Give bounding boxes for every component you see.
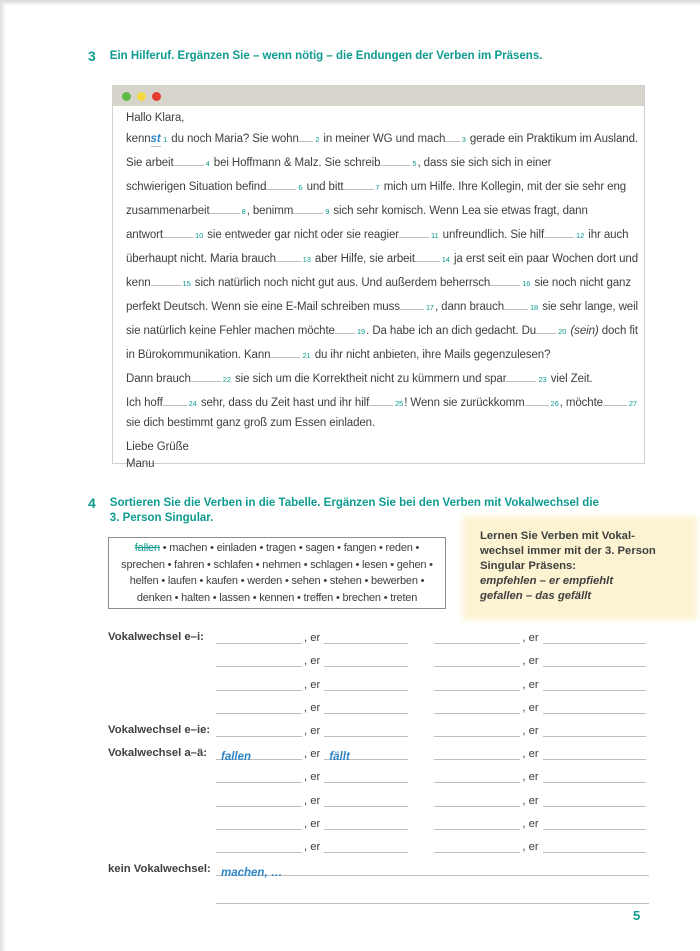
- table-blank-infinitive[interactable]: [434, 817, 520, 830]
- table-blank-third-person[interactable]: [543, 770, 646, 783]
- answer-blank[interactable]: [163, 393, 187, 406]
- table-blank-third-person[interactable]: [324, 631, 408, 644]
- letter-line: überhaupt nicht. Maria brauch 13 aber Hilfe, sie arbeit 14 ja erst seit ein paar Wochen dort und: [126, 249, 638, 273]
- note-line: Singular Präsens:: [480, 560, 577, 572]
- letter-text: schwierigen Situation befind: [126, 181, 267, 193]
- letter-text: sie entweder gar nicht oder sie reagier: [204, 229, 399, 241]
- letter-text: ihr auch: [585, 229, 629, 241]
- table-row: [108, 621, 649, 644]
- table-section-label: Vokalwechsel e–ie:: [108, 723, 211, 736]
- letter-text: sie sich um die Korrektheit nicht zu kümmern und spar: [231, 373, 507, 385]
- letter-line: in Bürokommunikation. Kann 21 du ihr nicht anbieten, ihre Mails gegenzulesen?: [126, 345, 638, 369]
- letter-line: kenn st 1 du noch Maria? Sie wohn 2 in meiner WG und mach 3 gerade ein Praktikum im Ausland.: [126, 129, 638, 153]
- table-long-blank[interactable]: [216, 863, 649, 880]
- answer-blank[interactable]: [506, 369, 536, 382]
- handwritten-answer: machen, …: [221, 867, 283, 880]
- table-entry-group: [216, 724, 408, 737]
- table-blank-third-person[interactable]: [543, 747, 646, 760]
- letter-text: in Bürokommunikation. Kann: [126, 349, 271, 361]
- letter-text: sich natürlich noch nicht gut aus. Und außerdem beherrsch: [191, 277, 491, 289]
- exercise3-heading: [88, 49, 542, 64]
- table-row: [108, 853, 649, 880]
- table-blank-infinitive[interactable]: [216, 678, 302, 691]
- answer-blank[interactable]: [344, 177, 374, 190]
- letter-text: mich um Hilfe. Ihre Kollegin, mit der sie sehr eng: [380, 181, 627, 193]
- letter-text: kenn: [126, 277, 151, 289]
- letter-text: Manu: [126, 458, 155, 470]
- letter-text: kenn: [126, 133, 151, 145]
- table-blank-infinitive[interactable]: [434, 840, 520, 853]
- table-blank-infinitive[interactable]: [434, 654, 520, 667]
- table-blank-third-person[interactable]: [543, 654, 646, 667]
- letter-text: sie noch nicht ganz: [531, 277, 631, 289]
- word-box-word: lesen: [362, 558, 388, 571]
- word-box-word: kaufen: [206, 575, 238, 587]
- handwritten-answer: fallen: [221, 751, 252, 764]
- bullet-separator-icon: •: [249, 591, 260, 604]
- table-entry-group: [434, 747, 645, 760]
- answer-blank[interactable]: [270, 345, 300, 358]
- table-entry-group: [216, 654, 408, 667]
- word-box-word: brechen: [342, 591, 381, 604]
- letter-text: sehr, dass du Zeit hast und ihr hilf: [197, 397, 370, 409]
- letter-line: Dann brauch 22 sie sich um die Korrektheit nicht zu kümmern und spar 23 viel Zeit.: [126, 369, 638, 393]
- letter-text: doch fit: [598, 325, 638, 337]
- table-blank-third-person[interactable]: [324, 840, 408, 853]
- letter-text: und bitt: [303, 181, 344, 193]
- note-line: wechsel immer mit der 3. Person: [480, 545, 656, 557]
- bullet-separator-icon: •: [320, 575, 330, 587]
- note-line: Lernen Sie Verben mit Vokal-: [480, 530, 635, 542]
- table-blank-third-person[interactable]: [543, 701, 646, 714]
- table-blank-third-person[interactable]: [543, 631, 646, 644]
- er-label: , er: [304, 678, 321, 691]
- word-box-word: halten: [181, 591, 210, 604]
- word-box-word: nehmen: [262, 558, 301, 571]
- table-blank-third-person[interactable]: [324, 654, 408, 667]
- table-row: [108, 644, 649, 667]
- table-blank-third-person[interactable]: [324, 724, 408, 737]
- page-edge-shadow-top: [0, 0, 700, 6]
- answer-blank[interactable]: [380, 153, 410, 166]
- bullet-separator-icon: •: [387, 558, 397, 571]
- bullet-separator-icon: •: [352, 558, 363, 571]
- table-blank-third-person[interactable]: [543, 724, 646, 737]
- bullet-separator-icon: •: [294, 591, 304, 604]
- window-dot-red-icon: [152, 92, 161, 101]
- exercise3-number: 3: [88, 48, 96, 64]
- note-example-line: empfehlen – er empfiehlt: [480, 575, 614, 587]
- table-entry-group: [216, 794, 408, 807]
- er-label: , er: [304, 701, 321, 714]
- word-box-word: treten: [390, 591, 418, 604]
- answer-blank[interactable]: [399, 225, 429, 238]
- table-entry-group: [216, 770, 408, 783]
- table-row: [108, 714, 649, 737]
- answer-blank[interactable]: [293, 201, 323, 214]
- word-box-word: fallen: [134, 542, 160, 554]
- letter-line: perfekt Deutsch. Wenn sie eine E-Mail schreiben muss 17 , dann brauch 18 sie sehr lange, weil: [126, 297, 638, 321]
- table-blank-infinitive[interactable]: [216, 770, 302, 783]
- table-row: [108, 760, 649, 783]
- table-entry-group: [434, 701, 645, 714]
- letter-text: gerade ein Praktikum im Ausland.: [466, 133, 638, 145]
- letter-line: [126, 441, 638, 458]
- word-box-line: [109, 590, 445, 607]
- letter-text: viel Zeit.: [547, 373, 593, 385]
- window-dot-green-icon: [122, 92, 131, 101]
- word-box: [108, 537, 446, 609]
- er-label: , er: [522, 632, 539, 645]
- letter-text: antwort: [126, 229, 164, 241]
- letter-line: kenn 15 sich natürlich noch nicht gut aus. Und außerdem beherrsch 16 sie noch nicht ganz: [126, 273, 638, 297]
- table-blank-third-person[interactable]: [324, 770, 408, 783]
- letter-text: du ihr nicht anbieten, ihre Mails gegenzulesen?: [311, 349, 551, 361]
- table-blank-third-person[interactable]: [324, 817, 408, 830]
- er-label: , er: [522, 794, 539, 807]
- answer-blank[interactable]: [191, 369, 221, 382]
- answer-blank[interactable]: [151, 273, 181, 286]
- answer-blank[interactable]: [335, 321, 355, 334]
- er-label: , er: [522, 655, 539, 668]
- table-blank-infinitive[interactable]: [434, 794, 520, 807]
- word-box-line: [109, 573, 445, 590]
- bullet-separator-icon: •: [204, 558, 214, 571]
- bullet-separator-icon: •: [361, 575, 372, 587]
- letter-text: . Da habe ich an dich gedacht. Du: [366, 325, 537, 337]
- table-blank-infinitive[interactable]: [216, 817, 302, 830]
- bullet-separator-icon: •: [159, 542, 170, 554]
- table-entry-group: [434, 794, 645, 807]
- letter-text: zusammenarbeit: [126, 205, 210, 217]
- answer-blank[interactable]: [415, 249, 440, 262]
- letter-text: sie dich bestimmt ganz groß zum Essen einladen.: [126, 417, 376, 429]
- letter-line: [126, 417, 638, 441]
- table-blank-third-person[interactable]: [543, 840, 646, 853]
- letter-window: [112, 85, 645, 470]
- answer-blank[interactable]: [603, 393, 627, 406]
- bullet-separator-icon: •: [252, 558, 263, 571]
- letter-text: sich sehr komisch. Wenn Lea sie etwas fragt, dann: [330, 205, 588, 217]
- bullet-separator-icon: •: [171, 591, 182, 604]
- table-entry-group: [434, 631, 645, 644]
- er-label: , er: [304, 632, 321, 645]
- table-blank-infinitive[interactable]: [216, 794, 302, 807]
- sort-table: [108, 621, 649, 904]
- table-blank-third-person[interactable]: [543, 794, 646, 807]
- table-blank-third-person[interactable]: [543, 678, 646, 691]
- table-entry-group: [434, 678, 645, 691]
- table-section-label: Vokalwechsel a–ä:: [108, 747, 208, 760]
- er-label: , er: [522, 840, 539, 853]
- table-blank-infinitive[interactable]: [216, 631, 302, 644]
- table-row: [108, 807, 649, 830]
- answer-blank[interactable]: [151, 133, 162, 147]
- word-box-word: werden: [247, 575, 283, 587]
- table-blank-third-person[interactable]: [324, 747, 408, 764]
- bullet-separator-icon: •: [237, 575, 248, 587]
- er-label: , er: [522, 724, 539, 737]
- word-box-word: treffen: [303, 591, 334, 604]
- letter-line: sie natürlich keine Fehler machen möchte 19 . Da habe ich an dich gedacht. Du 20 (sein) doch fit: [126, 321, 638, 345]
- table-row: [108, 691, 649, 714]
- exercise3-title: Ein Hilferuf. Ergänzen Sie – wenn nötig – die Endungen der Verben im Präsens.: [109, 50, 543, 62]
- word-box-word: sprechen: [121, 558, 165, 571]
- answer-blank[interactable]: [536, 321, 556, 334]
- bullet-separator-icon: •: [209, 591, 220, 604]
- window-dot-yellow-icon: [137, 92, 146, 101]
- bullet-separator-icon: •: [164, 558, 175, 571]
- letter-text: ja erst seit ein paar Wochen dort und: [450, 253, 638, 265]
- word-box-word: laufen: [167, 575, 197, 587]
- letter-text: , möchte: [559, 397, 603, 409]
- letter-text: , benimm: [246, 205, 294, 217]
- table-entry-group: [216, 817, 408, 830]
- bullet-separator-icon: •: [295, 542, 306, 554]
- answer-blank[interactable]: [163, 225, 193, 238]
- letter-text: bei Hoffmann & Malz. Sie schreib: [210, 157, 381, 169]
- letter-text: Sie arbeit: [126, 157, 174, 169]
- bullet-separator-icon: •: [417, 575, 425, 587]
- bullet-separator-icon: •: [196, 575, 207, 587]
- letter-text: , dass sie sich sich in einer: [417, 157, 552, 169]
- window-titlebar: [113, 86, 644, 106]
- letter-italic-hint: (sein): [570, 325, 599, 337]
- bullet-separator-icon: •: [426, 558, 433, 571]
- table-row: [108, 783, 649, 806]
- word-box-word: sehen: [291, 575, 321, 587]
- er-label: , er: [304, 771, 321, 784]
- page-number: 5: [633, 908, 641, 923]
- bullet-separator-icon: •: [334, 542, 344, 554]
- answer-blank[interactable]: [544, 225, 574, 238]
- letter-text: ! Wenn sie zurückkomm: [404, 397, 525, 409]
- letter-line: [126, 458, 638, 475]
- er-label: , er: [304, 724, 321, 737]
- word-box-word: bewerben: [371, 575, 418, 587]
- bullet-separator-icon: •: [282, 575, 292, 587]
- handwritten-answer: st: [150, 133, 161, 145]
- answer-blank[interactable]: [445, 129, 459, 142]
- table-blank-third-person[interactable]: [324, 678, 408, 691]
- table-blank-third-person[interactable]: [324, 794, 408, 807]
- table-blank-infinitive[interactable]: [434, 747, 520, 760]
- bullet-separator-icon: •: [300, 558, 311, 571]
- letter-text: perfekt Deutsch. Wenn sie eine E-Mail schreiben muss: [126, 301, 400, 313]
- letter-line: antwort 10 sie entweder gar nicht oder sie reagier 11 unfreundlich. Sie hilf 12 ihr auch: [126, 225, 638, 249]
- exercise4-number: 4: [88, 495, 96, 511]
- exercise4-title-line: Sortieren Sie die Verben in die Tabelle. Ergänzen Sie bei den Verben mit Vokalwechsel die: [109, 497, 599, 509]
- er-label: , er: [522, 771, 539, 784]
- letter-text: , dann brauch: [434, 301, 505, 313]
- table-blank-infinitive[interactable]: [216, 724, 302, 737]
- letter-text: Dann brauch: [126, 373, 191, 385]
- word-box-word: fahren: [174, 558, 205, 571]
- word-box-word: tragen: [265, 542, 296, 554]
- tip-note-box: [468, 521, 692, 615]
- letter-text: sie sehr lange, weil: [539, 301, 638, 313]
- bullet-separator-icon: •: [333, 591, 343, 604]
- table-row: [108, 667, 649, 690]
- letter-text: überhaupt nicht. Maria brauch: [126, 253, 276, 265]
- letter-text: Ich hoff: [126, 397, 163, 409]
- word-box-word: einladen: [216, 542, 257, 554]
- word-box-word: denken: [136, 591, 172, 604]
- bullet-separator-icon: •: [207, 542, 217, 554]
- bullet-separator-icon: •: [380, 591, 391, 604]
- table-row: [108, 737, 649, 764]
- handwritten-answer: fällt: [329, 751, 350, 764]
- er-label: , er: [522, 748, 539, 761]
- table-blank-infinitive[interactable]: [434, 701, 520, 714]
- page-edge-shadow-left: [0, 0, 6, 951]
- answer-blank[interactable]: [504, 297, 528, 310]
- letter-text: in meiner WG und mach: [320, 133, 446, 145]
- er-label: , er: [522, 701, 539, 714]
- word-box-word: fangen: [343, 542, 377, 554]
- table-blank-infinitive[interactable]: [434, 678, 520, 691]
- er-label: , er: [304, 794, 321, 807]
- table-entry-group: [434, 840, 645, 853]
- letter-body: [113, 106, 644, 475]
- answer-blank[interactable]: [400, 297, 424, 310]
- word-box-word: reden: [385, 542, 413, 554]
- letter-text: du noch Maria? Sie wohn: [168, 133, 299, 145]
- table-blank-infinitive[interactable]: [216, 747, 302, 764]
- table-blank-infinitive[interactable]: [434, 724, 520, 737]
- letter-line: [126, 112, 638, 129]
- note-example-line: gefallen – das gefällt: [480, 590, 592, 602]
- letter-text: Liebe Grüße: [126, 441, 189, 453]
- table-blank-infinitive[interactable]: [216, 840, 302, 853]
- answer-blank[interactable]: [525, 393, 549, 406]
- letter-line: Sie arbeit 4 bei Hoffmann & Malz. Sie schreib 5 , dass sie sich sich in einer: [126, 153, 638, 177]
- word-box-word: machen: [169, 542, 208, 554]
- word-box-word: gehen: [396, 558, 427, 571]
- table-row: [108, 830, 649, 853]
- table-entry-group: [216, 840, 408, 853]
- table-entry-group: [434, 817, 645, 830]
- answer-blank[interactable]: [266, 177, 296, 190]
- letter-text: sie natürlich keine Fehler machen möchte: [126, 325, 335, 337]
- table-blank-infinitive[interactable]: [434, 631, 520, 644]
- table-blank-infinitive[interactable]: [216, 654, 302, 667]
- letter-line: zusammenarbeit 8 , benimm 9 sich sehr komisch. Wenn Lea sie etwas fragt, dann: [126, 201, 638, 225]
- exercise4-title-line: 3. Person Singular.: [109, 512, 214, 524]
- letter-text: Hallo Klara,: [126, 112, 185, 124]
- table-entry-group: [434, 654, 645, 667]
- answer-blank[interactable]: [174, 153, 204, 166]
- word-box-word: lassen: [219, 591, 250, 604]
- letter-text: aber Hilfe, sie arbeit: [311, 253, 415, 265]
- letter-line: schwierigen Situation befind 6 und bitt 7 mich um Hilfe. Ihre Kollegin, mit der sie sehr eng: [126, 177, 638, 201]
- answer-blank[interactable]: [276, 249, 301, 262]
- table-blank-third-person[interactable]: [543, 817, 646, 830]
- word-box-word: sagen: [305, 542, 335, 554]
- word-box-word: schlafen: [213, 558, 253, 571]
- word-box-word: schlagen: [310, 558, 353, 571]
- letter-text: unfreundlich. Sie hilf: [439, 229, 545, 241]
- er-label: , er: [304, 748, 321, 761]
- er-label: , er: [522, 678, 539, 691]
- answer-blank[interactable]: [210, 201, 240, 214]
- bullet-separator-icon: •: [256, 542, 266, 554]
- answer-blank[interactable]: [490, 273, 520, 286]
- answer-blank[interactable]: [299, 129, 313, 142]
- table-blank-infinitive[interactable]: [216, 701, 302, 714]
- answer-blank[interactable]: [369, 393, 393, 406]
- table-entry-group: [434, 770, 645, 783]
- letter-line: Ich hoff 24 sehr, dass du Zeit hast und ihr hilf 25 ! Wenn sie zurückkomm 26 , möchte 27: [126, 393, 638, 417]
- er-label: , er: [304, 840, 321, 853]
- bullet-separator-icon: •: [158, 575, 168, 587]
- table-long-blank[interactable]: [216, 891, 649, 904]
- er-label: , er: [522, 817, 539, 830]
- word-box-word: kennen: [259, 591, 295, 604]
- word-box-word: stehen: [329, 575, 362, 587]
- table-entry-group: [434, 724, 645, 737]
- bullet-separator-icon: •: [376, 542, 386, 554]
- er-label: , er: [304, 817, 321, 830]
- word-box-line: [109, 540, 445, 557]
- table-row: [108, 881, 649, 904]
- table-entry-group: [216, 747, 408, 764]
- table-section-label: kein Vokalwechsel:: [108, 863, 211, 876]
- table-section-label: Vokalwechsel e–i:: [108, 631, 204, 644]
- table-blank-infinitive[interactable]: [434, 770, 520, 783]
- table-entry-group: [216, 678, 408, 691]
- bullet-separator-icon: •: [412, 542, 420, 554]
- table-entry-group: [216, 701, 408, 714]
- word-box-line: [109, 557, 445, 574]
- er-label: , er: [304, 655, 321, 668]
- table-entry-group: [216, 631, 408, 644]
- table-blank-third-person[interactable]: [324, 701, 408, 714]
- word-box-word: helfen: [129, 575, 159, 587]
